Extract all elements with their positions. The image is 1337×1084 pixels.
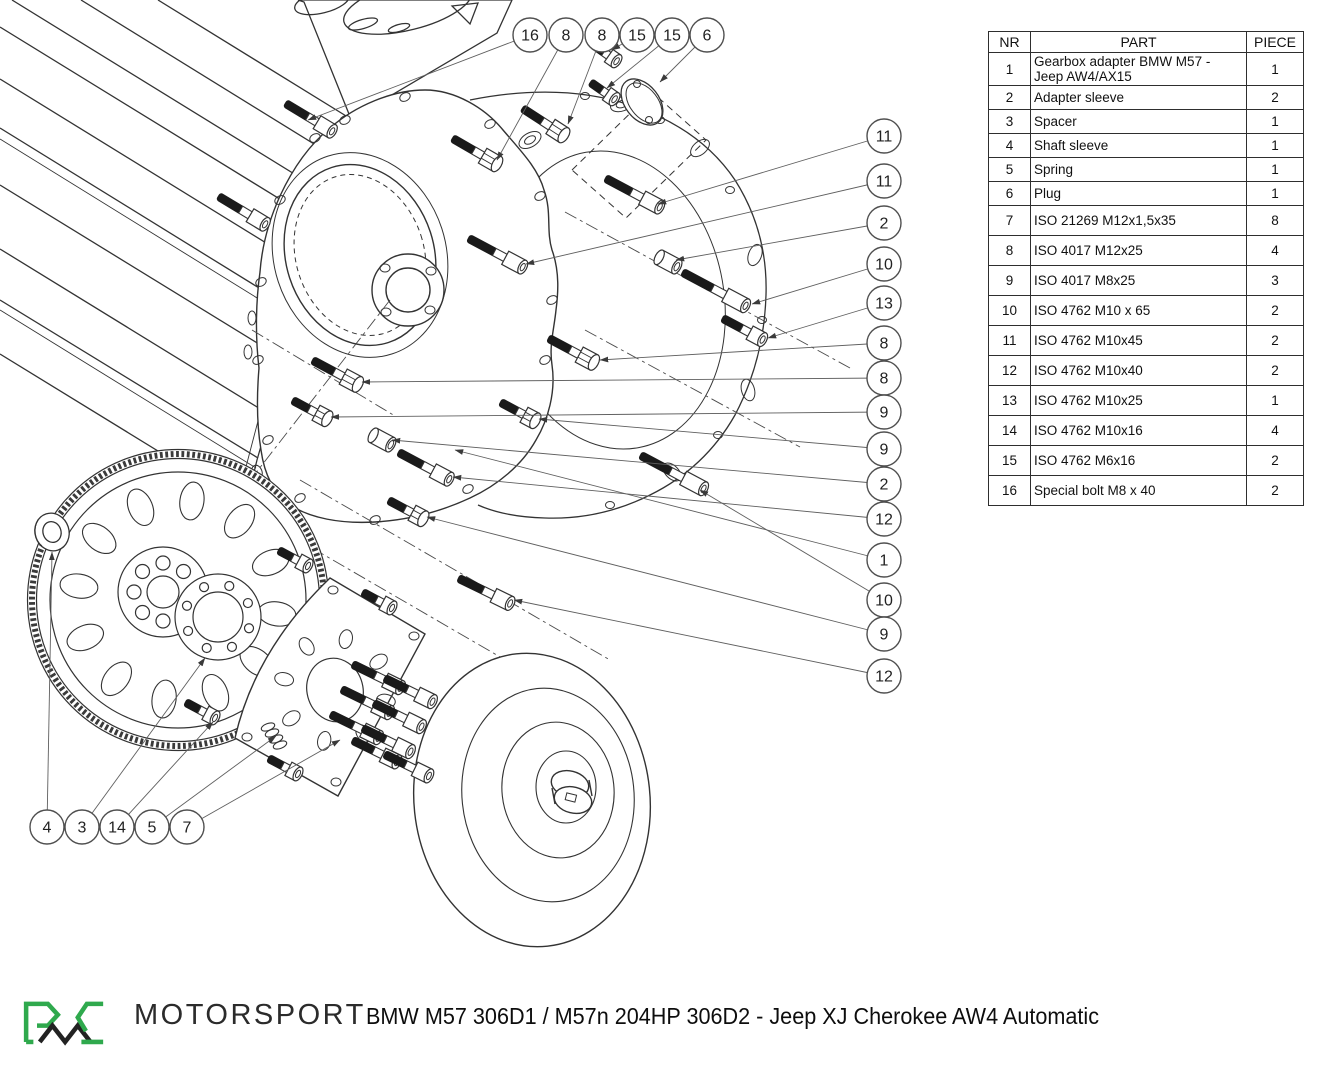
callout-leader xyxy=(676,223,884,260)
table-cell-part: ISO 4762 M10x40 xyxy=(1031,356,1247,386)
table-cell-piece: 1 xyxy=(1247,134,1304,158)
pmc-logo-icon xyxy=(16,993,116,1051)
table-cell-nr: 8 xyxy=(989,236,1031,266)
table-cell-nr: 4 xyxy=(989,134,1031,158)
table-cell-part: ISO 21269 M12x1,5x35 xyxy=(1031,206,1247,236)
callout-balloon xyxy=(100,810,134,844)
table-cell-nr: 9 xyxy=(989,266,1031,296)
table-cell-nr: 3 xyxy=(989,110,1031,134)
socket-bolt xyxy=(214,190,272,233)
callout-number: 12 xyxy=(875,511,893,529)
table-row xyxy=(989,476,1304,506)
callout-leader xyxy=(752,264,884,304)
callout-balloon xyxy=(620,18,654,52)
callout-balloon xyxy=(867,617,901,651)
table-row xyxy=(989,356,1304,386)
callout-leader xyxy=(658,136,884,204)
table-cell-nr: 5 xyxy=(989,158,1031,182)
table-cell-piece: 2 xyxy=(1247,446,1304,476)
table-cell-part: ISO 4017 M8x25 xyxy=(1031,266,1247,296)
adapter-sleeve xyxy=(652,248,684,275)
callout-balloon xyxy=(867,467,901,501)
torque-converter xyxy=(399,641,664,958)
table-row xyxy=(989,86,1304,110)
table-cell-nr: 14 xyxy=(989,416,1031,446)
callout-balloon xyxy=(867,583,901,617)
callout-balloon xyxy=(690,18,724,52)
callout-number: 10 xyxy=(875,256,893,274)
table-cell-part: ISO 4762 M10x16 xyxy=(1031,416,1247,446)
callout-balloon xyxy=(867,432,901,466)
callout-number: 15 xyxy=(663,27,681,45)
callout-number: 14 xyxy=(108,819,126,837)
table-cell-part: Spacer xyxy=(1031,110,1247,134)
callout-balloon xyxy=(867,659,901,693)
callout-number: 6 xyxy=(702,27,712,45)
table-row xyxy=(989,182,1304,206)
table-cell-piece: 2 xyxy=(1247,476,1304,506)
table-cell-part: ISO 4762 M6x16 xyxy=(1031,446,1247,476)
callout-leader xyxy=(497,35,566,160)
table-row xyxy=(989,386,1304,416)
table-row xyxy=(989,326,1304,356)
callout-leader xyxy=(539,419,884,449)
table-cell-nr: 7 xyxy=(989,206,1031,236)
table-row xyxy=(989,134,1304,158)
table-cell-piece: 1 xyxy=(1247,53,1304,86)
brand-name: MOTORSPORT xyxy=(134,999,366,1031)
table-cell-piece: 8 xyxy=(1247,206,1304,236)
callout-leader xyxy=(768,303,884,338)
callout-balloon xyxy=(867,206,901,240)
table-cell-nr: 15 xyxy=(989,446,1031,476)
callout-number: 15 xyxy=(628,27,646,45)
callout-number: 11 xyxy=(875,128,893,146)
callout-balloon xyxy=(867,502,901,536)
table-cell-part: ISO 4762 M10 x 65 xyxy=(1031,296,1247,326)
callout-number: 8 xyxy=(597,27,607,45)
table-cell-piece: 4 xyxy=(1247,236,1304,266)
parts-table-column-header: PIECE xyxy=(1247,32,1304,53)
table-row xyxy=(989,416,1304,446)
table-row xyxy=(989,53,1304,86)
callout-balloon xyxy=(513,18,547,52)
crank-flange-ring xyxy=(175,574,261,660)
callout-balloon xyxy=(30,810,64,844)
table-cell-piece: 2 xyxy=(1247,356,1304,386)
parts-table xyxy=(988,31,1304,506)
table-cell-piece: 1 xyxy=(1247,386,1304,416)
table-cell-nr: 12 xyxy=(989,356,1031,386)
socket-bolt xyxy=(455,571,517,612)
callout-number: 2 xyxy=(879,215,889,233)
callout-leader xyxy=(453,477,884,519)
callout-number: 1 xyxy=(879,552,889,570)
table-cell-nr: 6 xyxy=(989,182,1031,206)
callout-number: 11 xyxy=(875,173,893,191)
callout-balloon xyxy=(867,286,901,320)
drawing-title: BMW M57 306D1 / M57n 204HP 306D2 - Jeep XJ Cherokee AW4 Automatic xyxy=(366,1003,1100,1029)
table-cell-nr: 11 xyxy=(989,326,1031,356)
table-cell-part: Adapter sleeve xyxy=(1031,86,1247,110)
table-cell-piece: 2 xyxy=(1247,86,1304,110)
callout-balloon xyxy=(549,18,583,52)
table-cell-piece: 2 xyxy=(1247,296,1304,326)
callout-number: 4 xyxy=(42,819,52,837)
table-cell-piece: 3 xyxy=(1247,266,1304,296)
callout-number: 3 xyxy=(77,819,87,837)
table-cell-piece: 4 xyxy=(1247,416,1304,446)
table-row xyxy=(989,206,1304,236)
socket-bolt xyxy=(601,171,666,215)
table-row xyxy=(989,110,1304,134)
callout-number: 8 xyxy=(561,27,571,45)
callout-number: 9 xyxy=(879,441,889,459)
callout-balloon xyxy=(867,361,901,395)
table-row xyxy=(989,296,1304,326)
callout-leader xyxy=(427,517,884,634)
table-cell-part: Special bolt M8 x 40 xyxy=(1031,476,1247,506)
callout-number: 9 xyxy=(879,404,889,422)
table-row xyxy=(989,236,1304,266)
table-cell-nr: 13 xyxy=(989,386,1031,416)
table-cell-part: ISO 4762 M10x25 xyxy=(1031,386,1247,416)
callout-balloon xyxy=(585,18,619,52)
callout-balloon xyxy=(867,395,901,429)
callout-balloon xyxy=(135,810,169,844)
table-cell-piece: 2 xyxy=(1247,326,1304,356)
table-cell-part: ISO 4017 M12x25 xyxy=(1031,236,1247,266)
callout-number: 9 xyxy=(879,626,889,644)
table-cell-part: ISO 4762 M10x45 xyxy=(1031,326,1247,356)
callout-number: 2 xyxy=(879,476,889,494)
table-cell-part: Plug xyxy=(1031,182,1247,206)
table-cell-piece: 1 xyxy=(1247,158,1304,182)
callout-number: 16 xyxy=(521,27,539,45)
callout-number: 12 xyxy=(875,668,893,686)
socket-bolt xyxy=(678,265,752,314)
callout-number: 8 xyxy=(879,335,889,353)
callout-balloon xyxy=(655,18,689,52)
footer xyxy=(0,986,1337,1066)
callout-number: 5 xyxy=(147,819,157,837)
callout-leader xyxy=(700,490,884,600)
callout-balloon xyxy=(867,164,901,198)
parts-table-column-header: PART xyxy=(1031,32,1247,53)
callout-balloon xyxy=(65,810,99,844)
table-cell-nr: 16 xyxy=(989,476,1031,506)
callout-balloon xyxy=(867,247,901,281)
table-row xyxy=(989,266,1304,296)
socket-bolt xyxy=(281,97,339,140)
table-cell-nr: 1 xyxy=(989,53,1031,86)
parts-table-container xyxy=(988,31,1304,506)
table-cell-nr: 10 xyxy=(989,296,1031,326)
callout-number: 13 xyxy=(875,295,893,313)
table-cell-nr: 2 xyxy=(989,86,1031,110)
callout-leader xyxy=(600,343,884,360)
table-row xyxy=(989,446,1304,476)
callout-number: 8 xyxy=(879,370,889,388)
callout-balloon xyxy=(867,543,901,577)
table-row xyxy=(989,158,1304,182)
table-cell-part: Shaft sleeve xyxy=(1031,134,1247,158)
table-cell-part: Gearbox adapter BMW M57 - Jeep AW4/AX15 xyxy=(1031,53,1247,86)
parts-table-column-header: NR xyxy=(989,32,1031,53)
callout-balloon xyxy=(170,810,204,844)
callout-balloon xyxy=(867,119,901,153)
table-cell-piece: 1 xyxy=(1247,182,1304,206)
callout-balloon xyxy=(867,326,901,360)
table-cell-part: Spring xyxy=(1031,158,1247,182)
callout-number: 10 xyxy=(875,592,893,610)
callout-leader xyxy=(526,181,884,264)
socket-bolt xyxy=(636,448,710,497)
callout-number: 7 xyxy=(182,819,192,837)
table-cell-piece: 1 xyxy=(1247,110,1304,134)
adapter-plate-main xyxy=(246,90,559,526)
parts-table-header xyxy=(989,32,1304,53)
